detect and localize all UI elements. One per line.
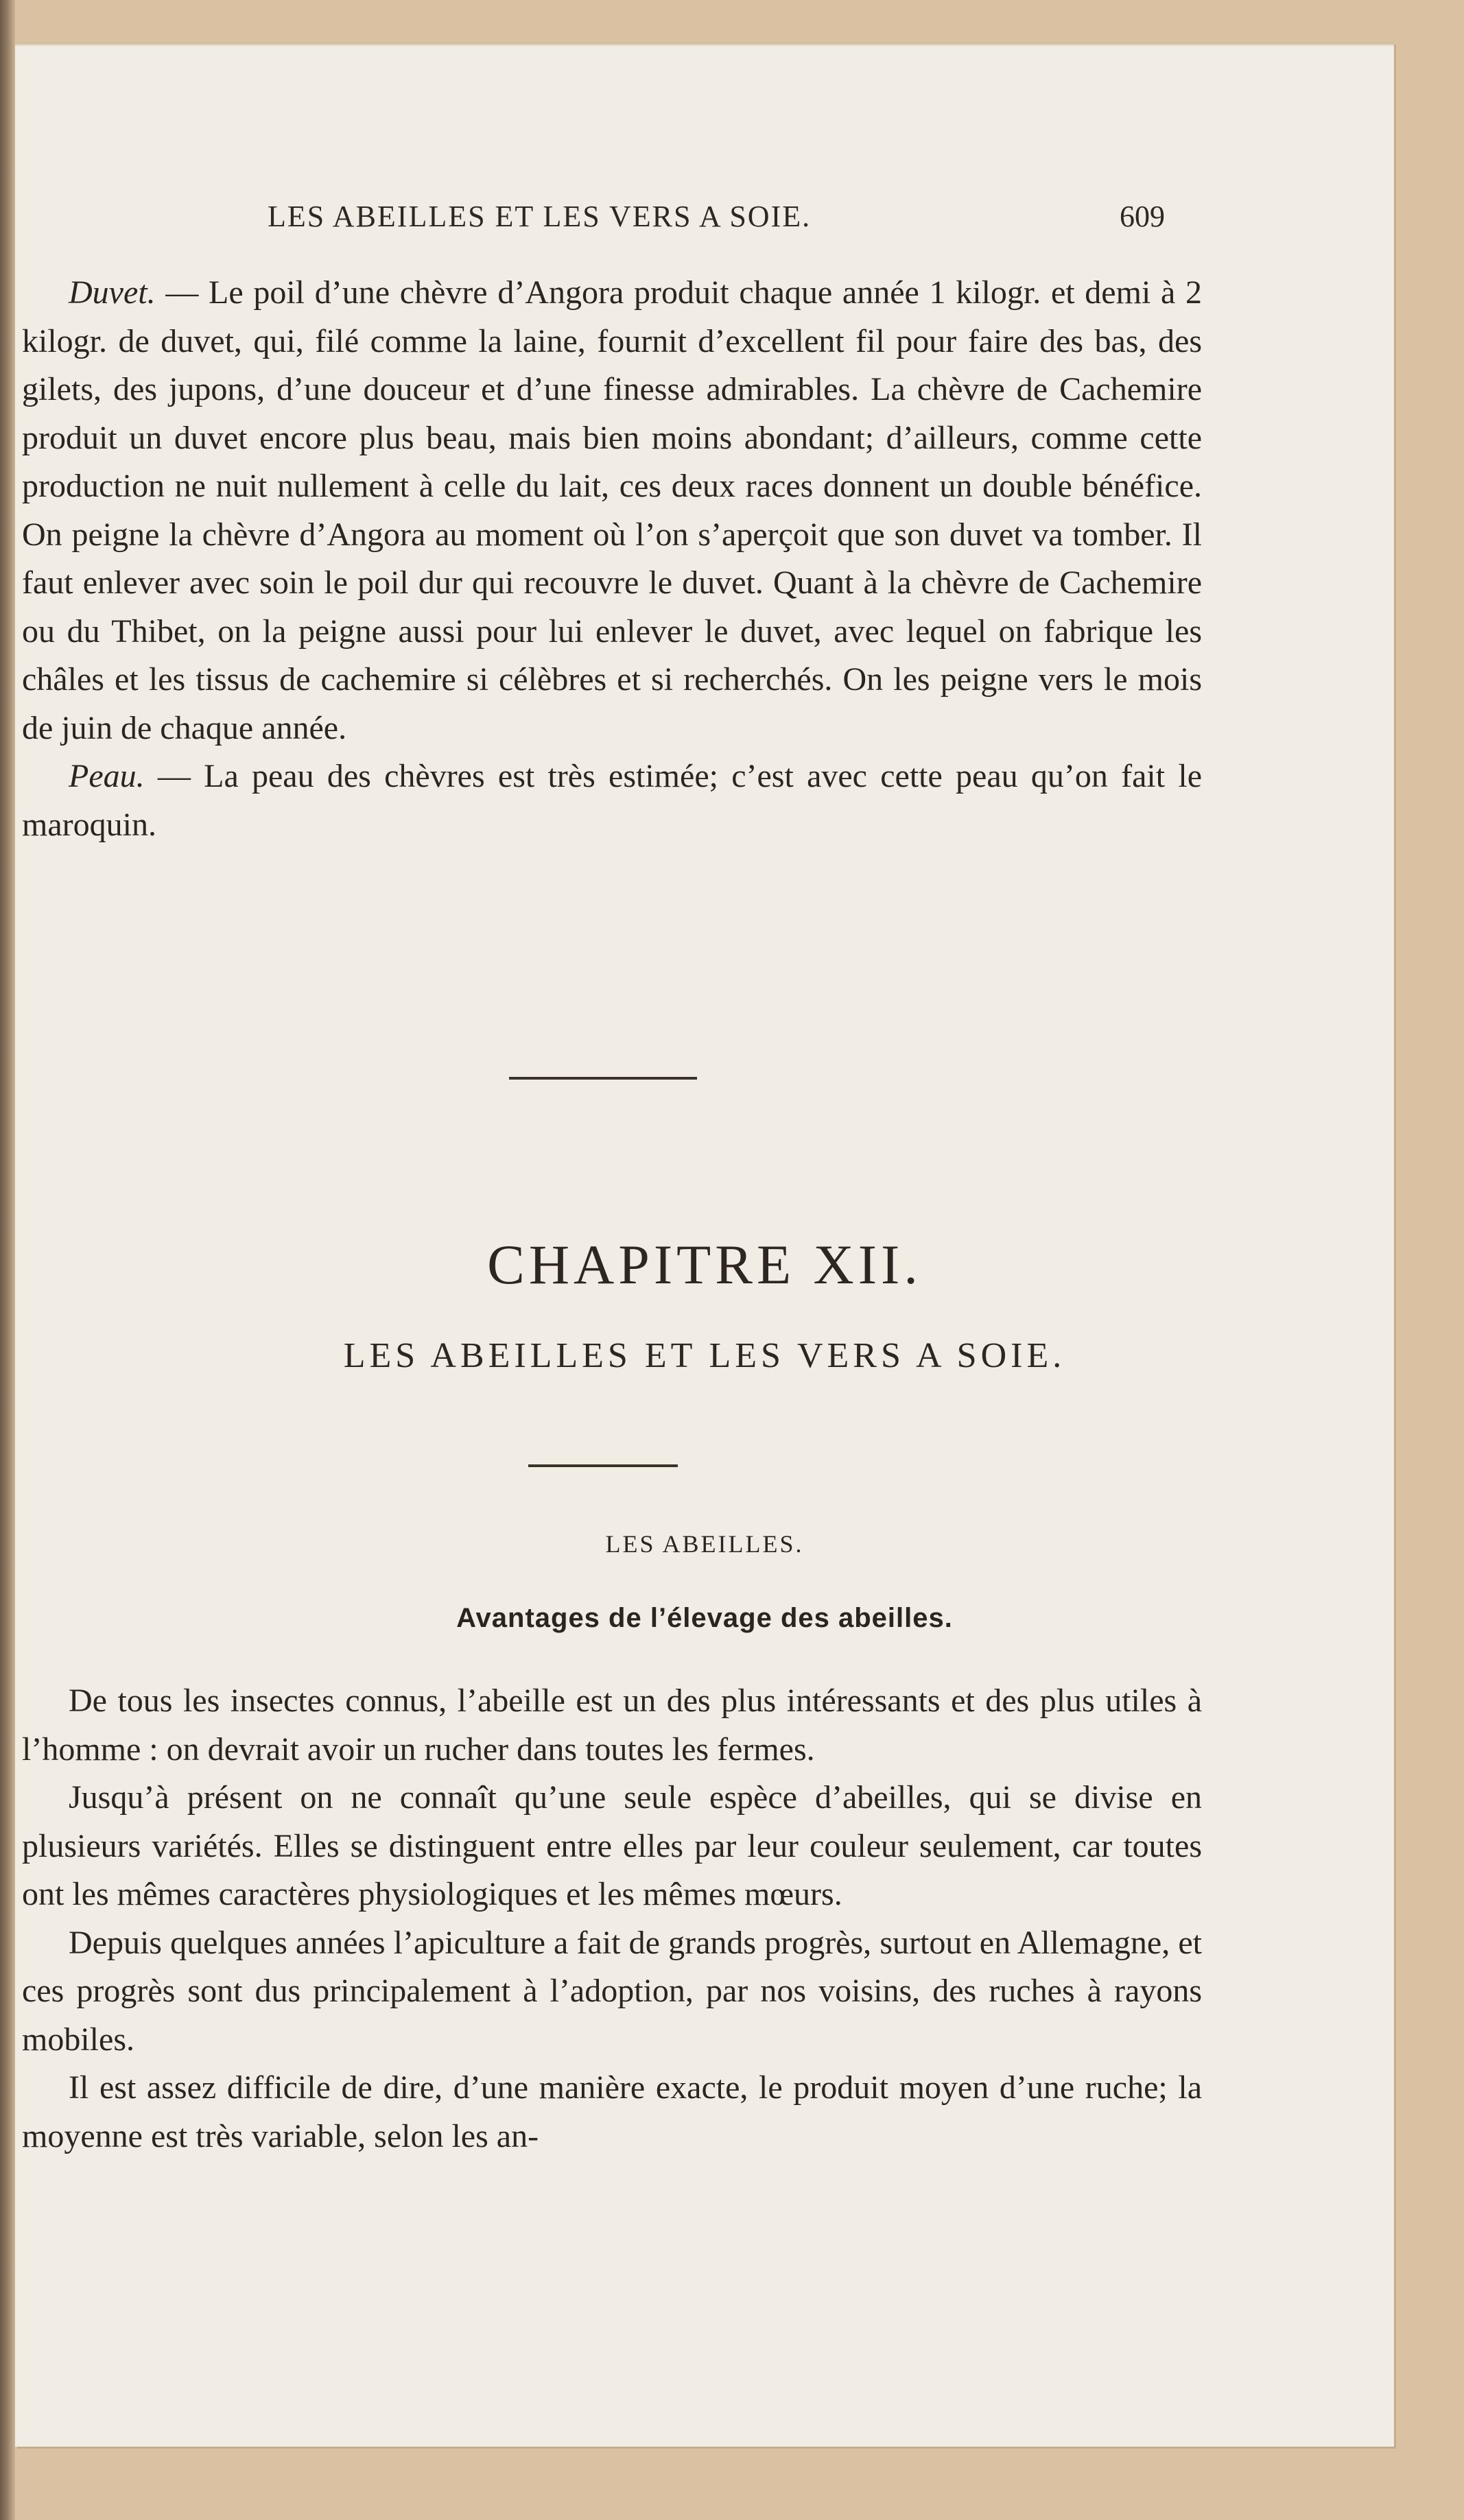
peau-paragraph xyxy=(22,752,1202,849)
subsection-title: Avantages de l’élevage des abeilles. xyxy=(456,1603,953,1633)
body-paragraph-2: Jusqu’à présent on ne connaît qu’une seule espèce d’abeilles, qui se divise en plusieurs variétés. Elles se distinguent entre elles par leur couleur seulement, car toutes ont les mêmes caractères physiologiques et les mêmes mœurs. xyxy=(22,1779,1202,1912)
peau-text: — La peau des chèvres est très estimée; c’est avec cette peau qu’on fait le maroquin. xyxy=(22,758,1202,843)
section-title: LES ABEILLES. xyxy=(605,1530,804,1558)
book-spine-edge xyxy=(0,0,15,2520)
chapter-divider-rule xyxy=(528,1464,678,1467)
chapter-subtitle: LES ABEILLES ET LES VERS A SOIE. xyxy=(343,1336,1066,1375)
bees-section-body xyxy=(22,1677,1202,2161)
body-paragraph-4: Il est assez difficile de dire, d’une manière exacte, le produit moyen d’une ruche; la moyenne est très variable, selon les an- xyxy=(22,2069,1202,2154)
body-paragraph-1: De tous les insectes connus, l’abeille est un des plus intéressants et des plus utiles à l’homme : on devrait avoir un rucher dans toutes les fermes. xyxy=(22,1683,1202,1768)
chapter-title: CHAPITRE XII. xyxy=(487,1233,922,1296)
goat-products-section xyxy=(22,269,1202,849)
book-page xyxy=(15,43,1394,2447)
duvet-paragraph xyxy=(22,269,1202,752)
body-paragraph-3: Depuis quelques années l’apiculture a fait de grands progrès, surtout en Allemagne, et ces progrès sont dus principalement à l’adoption, par nos voisins, des ruches à rayons mobiles. xyxy=(22,1924,1202,2058)
page-number: 609 xyxy=(1120,200,1165,233)
duvet-text: — Le poil d’une chèvre d’Angora produit chaque année 1 kilogr. et demi à 2 kilogr. de duvet, qui, filé comme la laine, fournit d’excellent fil pour faire des bas, des gilets, des jupons, d’une douceur et d’une finesse admirables. La chèvre de Cachemire produit un duvet encore plus beau, mais bien moins abondant; d’ailleurs, comme cette production ne nuit nullement à celle du lait, ces deux races donnent un double bénéfice. On peigne la chèvre d’Angora au moment où l’on s’aperçoit que son duvet va tomber. Il faut enlever avec soin le poil dur qui recouvre le duvet. Quant à la chèvre de Cachemire ou du Thibet, on la peigne aussi pour lui enlever le duvet, avec lequel on fabrique les châles et les tissus de cachemire si célèbres et si recherchés. On les peigne vers le mois de juin de chaque année. xyxy=(22,274,1202,746)
duvet-label: Duvet. xyxy=(69,274,156,311)
section-divider-rule xyxy=(509,1077,697,1080)
peau-label: Peau. xyxy=(69,758,145,794)
running-header xyxy=(15,199,1394,240)
running-title: LES ABEILLES ET LES VERS A SOIE. xyxy=(268,200,812,233)
